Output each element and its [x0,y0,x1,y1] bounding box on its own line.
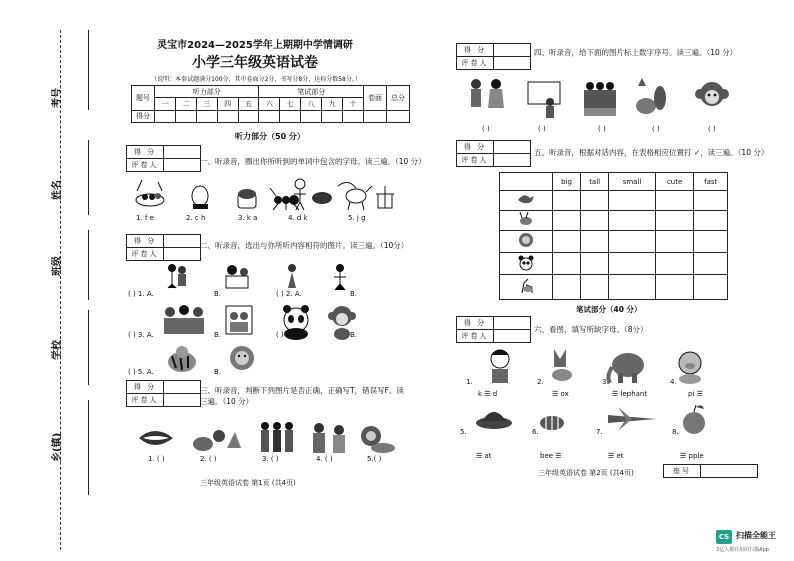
check-cell[interactable] [694,230,728,252]
seat-cell[interactable] [701,465,758,478]
check-cell[interactable] [694,191,728,211]
class-picture [584,82,616,116]
defen-label: 得 分 [457,44,494,57]
binding-dashed-line [60,30,61,550]
col-tall: tall [581,173,609,191]
fox-picture [552,349,572,381]
q6-num-2: 2. [537,378,544,386]
q3-blank-1[interactable]: 1. ( ) [148,455,165,463]
q2-2a[interactable]: ( ) 2. A. [276,290,302,298]
town-line[interactable] [88,400,89,495]
q6-num-6: 6. [532,428,539,436]
defen-label: 得 分 [457,317,494,330]
camscanner-logo-icon: CS [716,530,732,544]
q2-5a[interactable]: ( ) 5. A. [128,368,154,376]
watermark-name: 扫描全能王 [736,531,776,540]
exam-note: （说明：本套试题满分100分，其中卷面分2分，书写分8分，达标分数58分。） [151,76,361,83]
check-cell[interactable] [609,210,656,230]
q6-reviewer-cell[interactable] [494,330,531,343]
q6-num-1: 1. [466,378,473,386]
q3-blank-5[interactable]: 5.( ) [367,455,382,463]
num-1: 一 [155,98,176,110]
check-cell[interactable] [609,191,656,211]
q1-pictures [128,176,398,212]
q6-score-box [456,316,531,343]
q1-title: 一、听录音，圈出你所听到的单词中包含的字母。读三遍。（10 分） [200,157,426,166]
ant-picture [270,188,299,210]
num-10: 十 [343,98,364,110]
num-2: 二 [175,98,196,110]
q1-opt-3[interactable]: 3. k a [238,214,258,222]
q2-score-cell[interactable] [164,235,201,248]
th-total: 总分 [387,86,410,111]
q1-score-cell[interactable] [164,146,201,159]
defen-label: 得 分 [127,381,164,394]
listening-header: 听力部分（50 分） [235,132,305,141]
kid-picture [491,350,509,383]
check-cell[interactable] [553,191,581,211]
animals-picture [193,430,241,451]
defen-label: 得 分 [127,146,164,159]
exam-number-label: 考号 [52,88,63,108]
score-cell[interactable] [238,110,259,122]
bread-picture [238,189,256,208]
seat-box [663,464,758,478]
name-label: 姓名 [52,180,63,200]
q2-2b-picture [334,264,346,290]
hat-picture-2 [476,412,512,429]
school-label: 学校 [52,340,63,360]
q5-score-cell[interactable] [494,141,531,154]
q6-word-7[interactable]: ☰ et [608,452,624,460]
school-line[interactable] [88,310,89,385]
q3-pictures [135,418,395,458]
score-cell[interactable] [280,110,301,122]
q6-word-4[interactable]: pi ☰ [688,390,703,398]
q4-blank-5[interactable]: ( ) [708,125,716,133]
th-listening: 听力部分 [155,86,259,98]
reviewer-label: 评卷人 [457,154,494,167]
q2-1a-picture [168,264,186,288]
num-7: 七 [280,98,301,110]
q2-4a[interactable]: ( ) 4. A. [276,331,302,339]
th-tihao: 题号 [132,86,155,111]
score-cell[interactable] [196,110,217,122]
q2-3b-picture [226,306,252,334]
lion-row-icon [500,230,553,252]
num-6: 六 [259,98,280,110]
panda-row-icon [500,253,553,275]
score-cell[interactable] [387,110,410,122]
q2-2a-picture [288,264,296,288]
check-cell[interactable] [655,191,694,211]
q4-pictures [462,76,742,122]
exam-number-line[interactable] [88,30,89,110]
written-header: 笔试部分（40 分） [576,305,642,314]
q3-blank-2[interactable]: 2. ( ) [200,455,217,463]
check-cell[interactable] [581,230,609,252]
th-written: 笔试部分 [259,86,364,98]
class-label: 班级 [52,256,63,276]
th-juanmian: 卷面 [364,86,387,111]
bee-picture [540,416,564,430]
check-cell[interactable] [553,210,581,230]
q2-3b[interactable]: B. [214,331,222,339]
q2-score-box [126,234,201,261]
check-cell[interactable] [694,253,728,275]
boy-girl-picture [471,79,504,108]
check-cell[interactable] [609,275,656,300]
apple-picture [683,405,705,434]
td-defen: 得分 [132,110,155,122]
col-fast: fast [694,173,728,191]
q2-1b[interactable]: B. [214,290,222,298]
q5-title: 五、听录音，根据对话内容，在表格相应位置打 ✓，读三遍。（10 分） [534,148,769,157]
grandparents-picture [313,423,345,453]
q2-5b[interactable]: B. [214,368,222,376]
score-table [131,85,410,123]
teacher-board-picture [528,82,560,118]
lion-lying-picture [361,426,395,453]
q2-title: 二、听录音，选出与你所听内容相符的图片。读三遍。（10分） [200,241,409,250]
family-picture [261,422,293,452]
score-cell[interactable] [155,110,176,122]
q4-score-box [456,43,531,70]
gift-picture [376,186,394,208]
q2-1b-picture [226,265,248,288]
score-cell[interactable] [343,110,364,122]
q4-blank-2[interactable]: ( ) [538,125,546,133]
q6-num-8: 8. [672,428,679,436]
pig-picture [679,352,701,384]
q6-word-1[interactable]: k ☰ d [478,390,498,398]
footer-page-1: 三年级英语试卷 第1页 (共4页) [200,479,296,487]
check-cell[interactable] [581,275,609,300]
reviewer-label: 评卷人 [127,394,164,407]
score-cell[interactable] [322,110,343,122]
q4-reviewer-cell[interactable] [494,57,531,70]
q4-blank-3[interactable]: ( ) [598,125,606,133]
q6-num-7: 7. [596,428,603,436]
q1-opt-2[interactable]: 2. c h [186,214,206,222]
num-3: 三 [196,98,217,110]
q6-word-8[interactable]: ☰ pple [680,452,704,460]
col-small: small [609,173,656,191]
q1-reviewer-cell[interactable] [164,159,201,172]
name-line[interactable] [88,140,89,215]
q2-3a-picture [164,305,204,334]
q6-word-3[interactable]: ☰ lephant [612,390,648,398]
check-cell[interactable] [553,275,581,300]
q2-pictures [160,262,400,382]
reviewer-label: 评卷人 [457,57,494,70]
col-cute: cute [655,173,694,191]
q3-blank-4[interactable]: 4. ( ) [316,455,333,463]
check-cell[interactable] [694,275,728,300]
q4-score-cell[interactable] [494,44,531,57]
q2-3a[interactable]: ( ) 3. A. [128,331,154,339]
defen-label: 得 分 [127,235,164,248]
check-cell[interactable] [609,230,656,252]
check-cell[interactable] [581,253,609,275]
score-cell[interactable] [175,110,196,122]
score-cell[interactable] [259,110,280,122]
check-cell[interactable] [655,253,694,275]
q2-4b[interactable]: B. [350,331,358,339]
q1-score-box [126,145,201,172]
check-cell[interactable] [609,253,656,275]
q5-score-box [456,140,531,167]
q5-corner [500,173,553,191]
score-cell[interactable] [364,110,387,122]
q3-score-cell[interactable] [164,381,201,394]
elephant-picture [608,353,644,383]
q3-blank-3[interactable]: 3. ( ) [262,455,279,463]
reviewer-label: 评卷人 [457,330,494,343]
exam-title: 小学三年级英语试卷 [192,55,318,71]
goat-picture [338,182,372,210]
kid-dog-picture [294,179,332,210]
check-cell[interactable] [655,275,694,300]
animals-group-picture [636,78,666,114]
footer-page-2: 三年级英语试卷 第2页 (共4页) [538,469,634,477]
binding-margin [0,0,115,561]
q6-num-5: 5. [460,428,467,436]
check-cell[interactable] [581,191,609,211]
q6-score-cell[interactable] [494,317,531,330]
class-line[interactable] [88,230,89,300]
defen-label: 得 分 [457,141,494,154]
q2-reviewer-cell[interactable] [164,248,201,261]
q4-blank-4[interactable]: ( ) [652,125,660,133]
q6-title: 六、看图，填写所缺字母。（8分） [534,325,648,334]
town-label: 乡(镇) [52,432,63,462]
q2-1a[interactable]: ( ) 1. A. [128,290,154,298]
bird-row-icon [500,191,553,211]
q1-opt-1[interactable]: 1. f e [136,214,154,222]
q4-blank-1[interactable]: ( ) [482,125,490,133]
q5-table [499,172,728,300]
hat-picture [192,186,208,209]
check-cell[interactable] [553,253,581,275]
check-cell[interactable] [581,210,609,230]
q6-num-3: 3. [602,378,609,386]
q6-word-6[interactable]: bee ☰ [540,452,562,460]
check-cell[interactable] [655,210,694,230]
score-cell[interactable] [217,110,238,122]
giraffe-row-icon [500,275,553,300]
q3-score-box [126,380,201,407]
lion-picture [230,346,254,370]
check-cell[interactable] [655,230,694,252]
q1-opt-4[interactable]: 4. d k [288,214,308,222]
num-5: 五 [238,98,259,110]
q2-2b[interactable]: B. [350,290,358,298]
q3-reviewer-cell[interactable] [164,394,201,407]
reviewer-label: 评卷人 [127,159,164,172]
num-8: 八 [301,98,322,110]
score-cell[interactable] [301,110,322,122]
seat-label: 座号 [664,465,701,478]
nest-picture [136,180,164,206]
monkey-picture-2 [695,82,729,106]
num-9: 九 [322,98,343,110]
num-4: 四 [217,98,238,110]
watermark-sub: 3亿人都在用的扫描App [716,547,769,553]
rabbit-row-icon [500,210,553,230]
exam-subtitle: 灵宝市2024—2025学年上期期中学情调研 [157,40,353,51]
col-big: big [553,173,581,191]
q6-word-2[interactable]: ☰ ox [552,390,569,398]
q6-word-5[interactable]: ☰ at [476,452,492,460]
q6-num-4: 4. [670,378,677,386]
reviewer-label: 评卷人 [127,248,164,261]
q4-title: 四、听录音，给下面的图片标上数字序号。读三遍。（10 分） [534,48,738,57]
tiger-picture [168,346,196,372]
q5-reviewer-cell[interactable] [494,154,531,167]
check-cell[interactable] [553,230,581,252]
q3-title: 三、听录音，判断下列图片是否正确，正确写T，错误写F。读三遍。（10 分） [200,386,404,406]
q1-opt-5[interactable]: 5. j g [348,214,366,222]
check-cell[interactable] [694,210,728,230]
mouth-picture [139,431,173,445]
jet-picture [608,407,656,431]
